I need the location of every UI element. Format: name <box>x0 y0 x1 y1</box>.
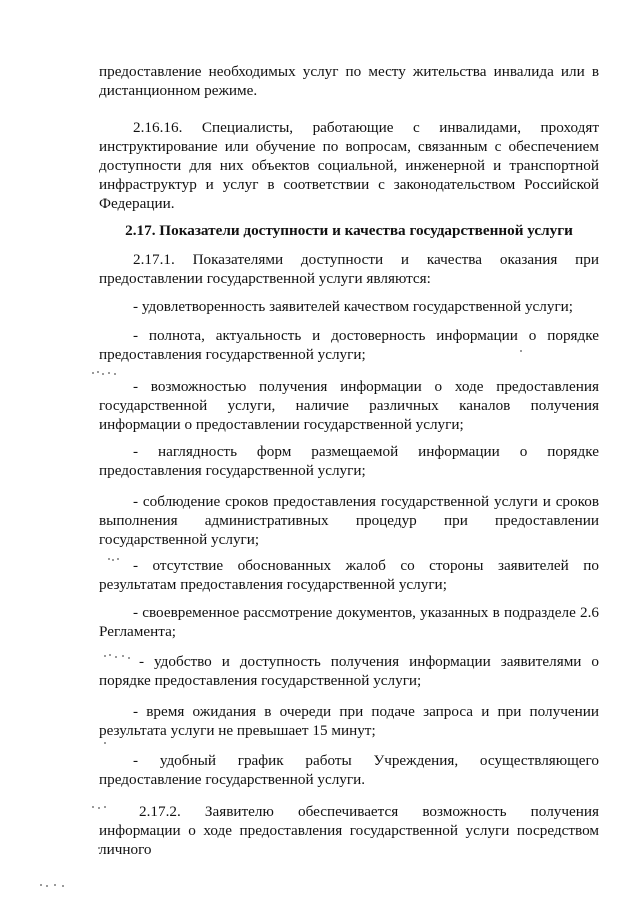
paragraph-continuation: предоставление необходимых услуг по месту жительства инвалида или в дистанционном режиме. <box>99 63 599 99</box>
list-item-complaints: - отсутствие обоснованных жалоб со стороны заявителей по результатам предоставления государственной услуги; <box>99 557 599 593</box>
list-item-satisfaction: - удовлетворенность заявителей качеством государственной услуги; <box>133 298 574 315</box>
list-item-progress-info: - возможностью получения информации о ходе предоставления государственной услуги, наличие различных каналов получения информации о предоставлении государственной услуги; <box>99 378 599 433</box>
section-heading-2-17: 2.17. Показатели доступности и качества государственной услуги <box>125 222 573 239</box>
list-item-completeness: - полнота, актуальность и достоверность информации о порядке предоставления государственной услуги; <box>99 327 599 363</box>
paragraph-2-17-1: 2.17.1. Показателями доступности и качества оказания при предоставлении государственной услуги являются: <box>99 251 599 287</box>
list-item-convenience: - удобство и доступность получения информации заявителями о порядке предоставления государственной услуги; <box>99 653 599 689</box>
paragraph-2-17-2: 2.17.2. Заявителю обеспечивается возможность получения информации о ходе предоставления государственной услуги посредством личного <box>99 803 599 858</box>
list-item-document-review: - своевременное рассмотрение документов, указанных в подразделе 2.6 Регламента; <box>99 604 599 640</box>
list-item-waiting-time: - время ожидания в очереди при подаче запроса и при получении результата услуги не превышает 15 минут; <box>99 703 599 739</box>
list-item-deadlines: - соблюдение сроков предоставления государственной услуги и сроков выполнения административных процедур при предоставлении государственной услуги; <box>99 493 599 548</box>
paragraph-2-16-16: 2.16.16. Специалисты, работающие с инвалидами, проходят инструктирование или обучение по вопросам, связанным с обеспечением доступности для них объектов социальной, инженерной и транспортной инфраструктур и услуг в соответствии с законодательством Российской Федерации. <box>99 119 599 212</box>
list-item-clarity: - наглядность форм размещаемой информации о порядке предоставления государственной услуги; <box>99 443 599 479</box>
list-item-schedule: - удобный график работы Учреждения, осуществляющего предоставление государственной услуги. <box>99 752 599 788</box>
